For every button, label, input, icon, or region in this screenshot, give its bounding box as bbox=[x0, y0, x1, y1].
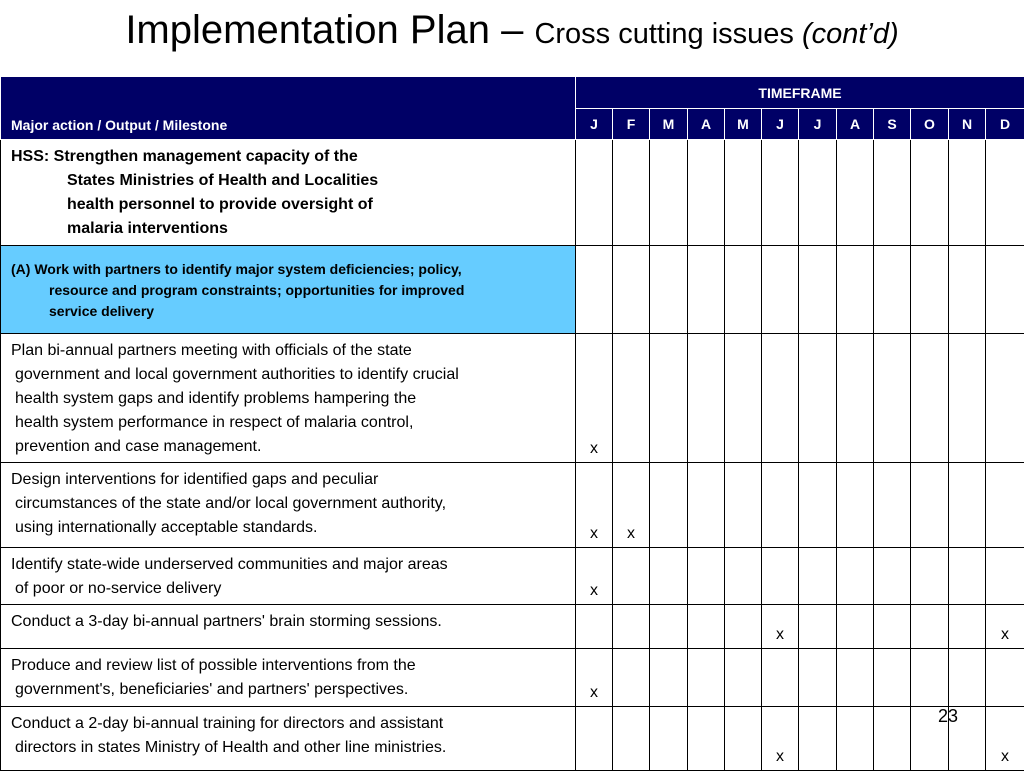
timeframe-cell bbox=[613, 140, 650, 246]
timeframe-cell bbox=[837, 334, 874, 463]
timeframe-cell bbox=[949, 140, 986, 246]
timeframe-cell bbox=[576, 246, 613, 334]
activity-line: malaria interventions bbox=[11, 217, 569, 241]
timeframe-cell bbox=[762, 649, 799, 707]
table-row bbox=[1, 649, 1024, 707]
timeframe-cell bbox=[613, 548, 650, 605]
plan-body bbox=[1, 140, 1024, 771]
timeframe-cell: x bbox=[762, 605, 799, 649]
activity-line: government and local government authorities to identify crucial bbox=[11, 363, 569, 387]
timeframe-cell bbox=[762, 334, 799, 463]
timeframe-cell: x bbox=[576, 334, 613, 463]
activity-line: health system gaps and identify problems hampering the bbox=[11, 387, 569, 411]
timeframe-cell bbox=[874, 246, 911, 334]
timeframe-cell bbox=[650, 548, 688, 605]
activity-line: directors in states Ministry of Health and other line ministries. bbox=[11, 736, 569, 760]
activity-line: Identify state-wide underserved communities and major areas bbox=[11, 553, 569, 577]
activity-line: government's, beneficiaries' and partners' perspectives. bbox=[11, 678, 569, 702]
activity-cell bbox=[1, 334, 576, 463]
slide-title bbox=[0, 8, 1024, 53]
timeframe-cell bbox=[650, 334, 688, 463]
activity-line: circumstances of the state and/or local government authority, bbox=[11, 492, 569, 516]
month-header: F bbox=[613, 109, 650, 140]
activity-line: Conduct a 3-day bi-annual partners' brain storming sessions. bbox=[11, 610, 569, 634]
timeframe-cell: x bbox=[762, 707, 799, 771]
activity-cell bbox=[1, 548, 576, 605]
timeframe-cell bbox=[911, 140, 949, 246]
timeframe-cell bbox=[986, 649, 1024, 707]
timeframe-cell bbox=[949, 246, 986, 334]
timeframe-cell bbox=[837, 463, 874, 548]
title-italic: (cont’d) bbox=[802, 18, 899, 50]
month-header: A bbox=[688, 109, 725, 140]
timeframe-cell bbox=[688, 707, 725, 771]
timeframe-cell bbox=[911, 246, 949, 334]
timeframe-cell bbox=[725, 707, 762, 771]
activity-line: States Ministries of Health and Localities bbox=[11, 169, 569, 193]
timeframe-cell bbox=[874, 649, 911, 707]
title-sub: Cross cutting issues bbox=[534, 18, 802, 50]
timeframe-cell bbox=[650, 707, 688, 771]
timeframe-cell bbox=[688, 548, 725, 605]
timeframe-cell bbox=[576, 605, 613, 649]
timeframe-cell bbox=[874, 707, 911, 771]
timeframe-cell bbox=[650, 140, 688, 246]
implementation-table bbox=[0, 76, 1024, 771]
timeframe-cell bbox=[911, 334, 949, 463]
timeframe-cell bbox=[986, 140, 1024, 246]
timeframe-cell bbox=[874, 140, 911, 246]
activity-line: prevention and case management. bbox=[11, 435, 569, 459]
timeframe-cell bbox=[949, 548, 986, 605]
timeframe-cell bbox=[986, 463, 1024, 548]
table-row bbox=[1, 246, 1024, 334]
month-header: N bbox=[949, 109, 986, 140]
timeframe-cell: x bbox=[576, 463, 613, 548]
month-header: M bbox=[650, 109, 688, 140]
timeframe-cell bbox=[837, 707, 874, 771]
timeframe-cell bbox=[799, 334, 837, 463]
timeframe-cell bbox=[650, 605, 688, 649]
timeframe-cell bbox=[799, 649, 837, 707]
timeframe-cell bbox=[799, 140, 837, 246]
timeframe-cell bbox=[688, 463, 725, 548]
timeframe-cell bbox=[725, 140, 762, 246]
timeframe-cell bbox=[613, 707, 650, 771]
timeframe-cell bbox=[837, 140, 874, 246]
timeframe-cell bbox=[725, 246, 762, 334]
activity-cell bbox=[1, 463, 576, 548]
timeframe-cell bbox=[799, 548, 837, 605]
month-header: J bbox=[576, 109, 613, 140]
timeframe-cell bbox=[799, 463, 837, 548]
month-header: M bbox=[725, 109, 762, 140]
timeframe-cell bbox=[688, 605, 725, 649]
table-row bbox=[1, 463, 1024, 548]
page-number: 23 bbox=[938, 706, 958, 727]
timeframe-cell bbox=[799, 605, 837, 649]
month-header: D bbox=[986, 109, 1024, 140]
timeframe-cell: x bbox=[986, 707, 1024, 771]
timeframe-cell bbox=[837, 246, 874, 334]
timeframe-cell bbox=[949, 463, 986, 548]
timeframe-cell bbox=[799, 246, 837, 334]
activity-line: Design interventions for identified gaps and peculiar bbox=[11, 468, 569, 492]
timeframe-cell bbox=[986, 334, 1024, 463]
timeframe-cell bbox=[688, 649, 725, 707]
timeframe-cell bbox=[725, 605, 762, 649]
timeframe-cell bbox=[613, 334, 650, 463]
month-header: A bbox=[837, 109, 874, 140]
activity-line: (A) Work with partners to identify major system deficiencies; policy, bbox=[11, 259, 569, 280]
timeframe-cell bbox=[762, 548, 799, 605]
timeframe-cell bbox=[688, 246, 725, 334]
table-row bbox=[1, 548, 1024, 605]
timeframe-cell bbox=[725, 548, 762, 605]
timeframe-cell bbox=[762, 246, 799, 334]
timeframe-cell: x bbox=[986, 605, 1024, 649]
timeframe-cell bbox=[725, 649, 762, 707]
activity-line: health personnel to provide oversight of bbox=[11, 193, 569, 217]
timeframe-cell bbox=[911, 548, 949, 605]
activity-line: resource and program constraints; opportunities for improved bbox=[11, 280, 569, 301]
timeframe-cell bbox=[837, 605, 874, 649]
timeframe-cell bbox=[911, 463, 949, 548]
timeframe-cell bbox=[576, 140, 613, 246]
timeframe-cell: x bbox=[576, 649, 613, 707]
objective-cell bbox=[1, 140, 576, 246]
title-main: Implementation Plan – bbox=[125, 8, 534, 52]
activity-cell bbox=[1, 649, 576, 707]
timeframe-cell bbox=[911, 649, 949, 707]
timeframe-cell: x bbox=[576, 548, 613, 605]
timeframe-cell: x bbox=[613, 463, 650, 548]
month-header: J bbox=[799, 109, 837, 140]
timeframe-cell bbox=[688, 140, 725, 246]
timeframe-cell bbox=[799, 707, 837, 771]
timeframe-cell bbox=[949, 605, 986, 649]
activity-line: Produce and review list of possible interventions from the bbox=[11, 654, 569, 678]
timeframe-cell bbox=[949, 649, 986, 707]
timeframe-cell bbox=[725, 463, 762, 548]
timeframe-cell bbox=[613, 605, 650, 649]
activity-line: using internationally acceptable standards. bbox=[11, 516, 569, 540]
timeframe-header: TIMEFRAME bbox=[576, 77, 1024, 109]
table-row bbox=[1, 707, 1024, 771]
milestone-header: Major action / Output / Milestone bbox=[1, 77, 576, 140]
timeframe-cell bbox=[874, 548, 911, 605]
timeframe-cell bbox=[688, 334, 725, 463]
timeframe-cell bbox=[762, 140, 799, 246]
timeframe-cell bbox=[762, 463, 799, 548]
activity-line: health system performance in respect of malaria control, bbox=[11, 411, 569, 435]
timeframe-cell bbox=[576, 707, 613, 771]
timeframe-cell bbox=[725, 334, 762, 463]
subheading-cell bbox=[1, 246, 576, 334]
timeframe-cell bbox=[949, 334, 986, 463]
timeframe-cell bbox=[837, 548, 874, 605]
timeframe-cell bbox=[650, 649, 688, 707]
activity-cell bbox=[1, 707, 576, 771]
timeframe-cell bbox=[837, 649, 874, 707]
activity-cell bbox=[1, 605, 576, 649]
timeframe-cell bbox=[874, 463, 911, 548]
timeframe-cell bbox=[874, 334, 911, 463]
activity-line: HSS: Strengthen management capacity of the bbox=[11, 145, 569, 169]
timeframe-cell bbox=[613, 649, 650, 707]
table-row bbox=[1, 605, 1024, 649]
activity-line: service delivery bbox=[11, 301, 569, 322]
timeframe-cell bbox=[911, 605, 949, 649]
month-header: J bbox=[762, 109, 799, 140]
timeframe-cell bbox=[650, 246, 688, 334]
timeframe-cell bbox=[650, 463, 688, 548]
activity-line: of poor or no-service delivery bbox=[11, 577, 569, 601]
month-header: O bbox=[911, 109, 949, 140]
table-row bbox=[1, 140, 1024, 246]
timeframe-cell bbox=[874, 605, 911, 649]
timeframe-cell bbox=[613, 246, 650, 334]
month-header: S bbox=[874, 109, 911, 140]
timeframe-cell bbox=[986, 246, 1024, 334]
timeframe-cell bbox=[986, 548, 1024, 605]
activity-line: Plan bi-annual partners meeting with officials of the state bbox=[11, 339, 569, 363]
activity-line: Conduct a 2-day bi-annual training for directors and assistant bbox=[11, 712, 569, 736]
table-row bbox=[1, 334, 1024, 463]
